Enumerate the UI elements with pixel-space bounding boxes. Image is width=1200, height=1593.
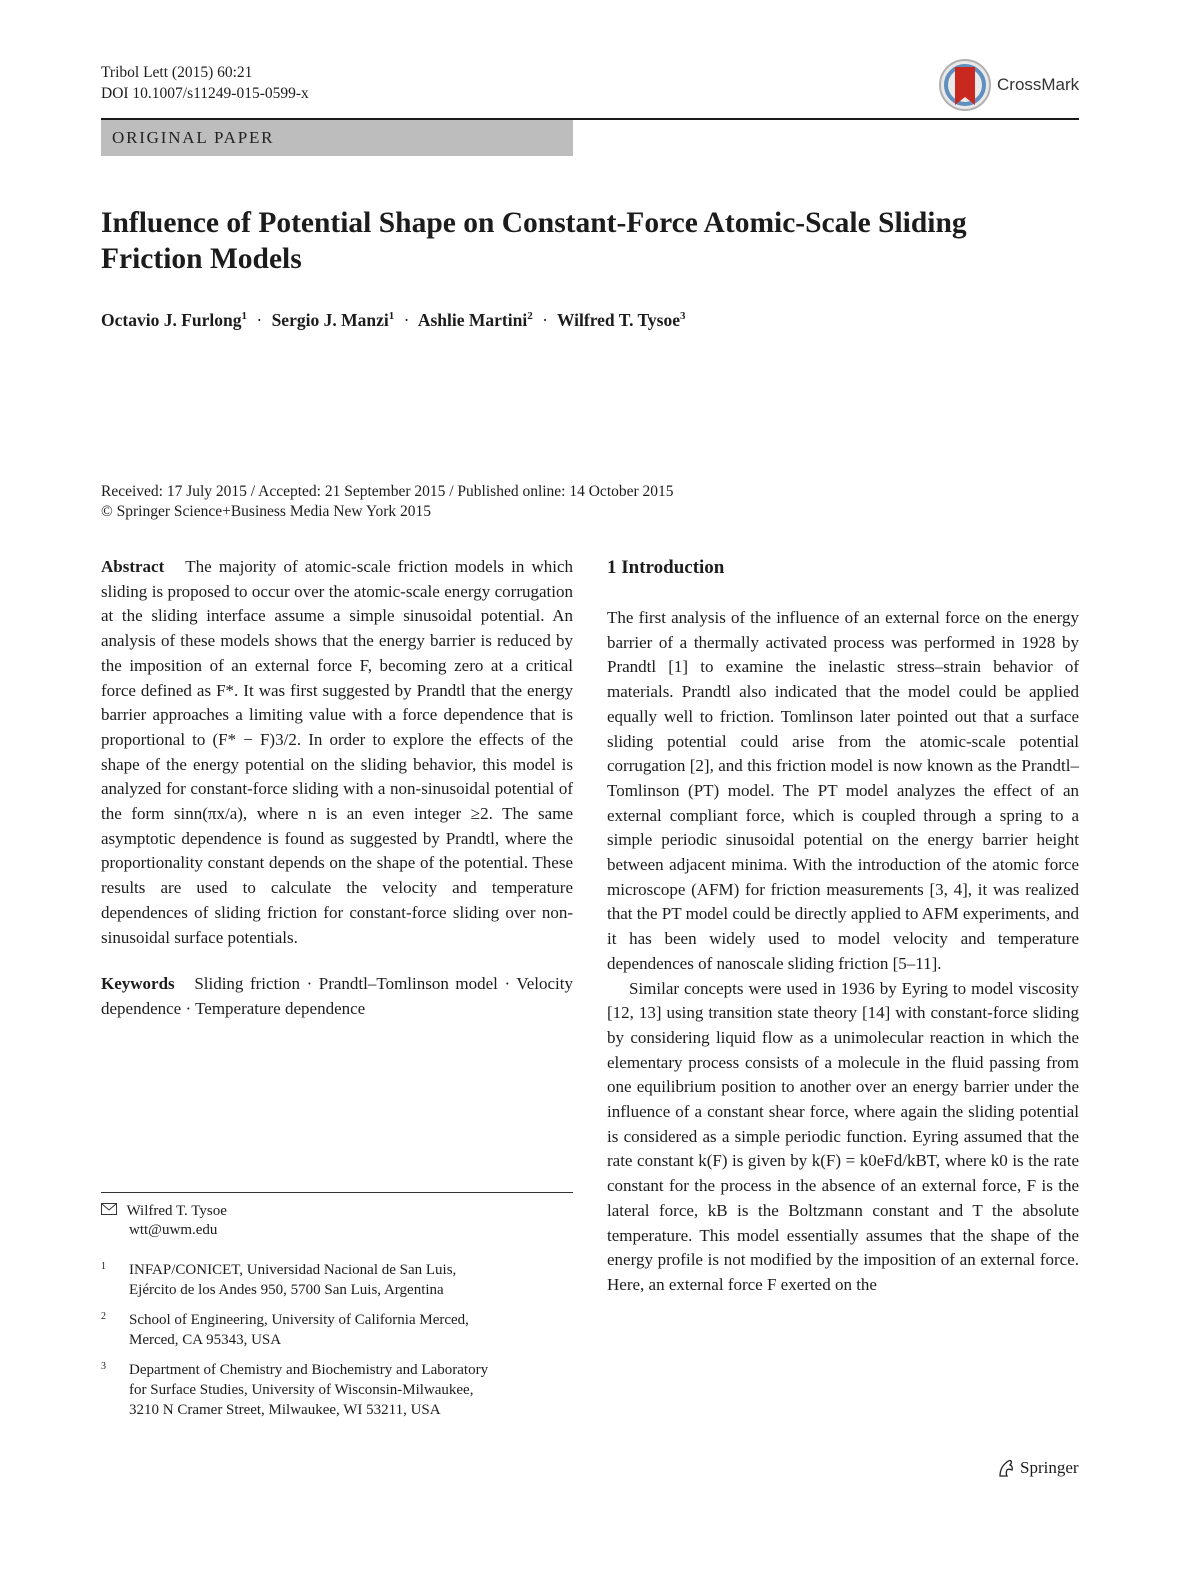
author-name[interactable]: Ashlie Martini — [417, 310, 528, 330]
author-affiliation-mark: 3 — [679, 310, 686, 323]
intro-paragraph: The first analysis of the influence of an external force on the energy barrier of a thermally activated process was performed in 1928 by Prandtl [1] to examine the inelastic stress–strain behavior of materials. Prandtl also indicated that the model could be applied equally well to friction. Tomlinson later pointed out that a surface sliding potential could arise from the atomic-scale potential corrugation [2], and this friction model is now known as the Prandtl–Tomlinson (PT) model. The PT model analyzes the effect of an external compliant force, which is coupled through a spring to a simple periodic sinusoidal potential on the energy barrier height between adjacent minima. With the introduction of the atomic force microscope (AFM) for friction measurements [3, 4], it was realized that the PT model could be directly applied to AFM experiments, and it has been widely used to model velocity and temperature dependences of nanoscale sliding friction [5–11]. — [607, 608, 1079, 973]
affiliation-line: INFAP/CONICET, Universidad Nacional de San Luis, — [129, 1262, 457, 1278]
author-name[interactable]: Sergio J. Manzi — [271, 310, 389, 330]
author-separator: · — [403, 310, 410, 330]
journal-reference — [101, 62, 309, 104]
affiliation-number: 3 — [101, 1361, 106, 1372]
abstract — [101, 555, 573, 950]
intro-paragraph: Similar concepts were used in 1936 by Eyring to model viscosity [12, 13] using transition state theory [14] with constant-force sliding by considering liquid flow as a unimolecular reaction in which the elementary process consists of a molecule in the fluid passing from one equilibrium position to another over an energy barrier under the influence of a constant shear force, where again the sliding potential is considered as a simple periodic function. Eyring assumed that the rate constant k(F) is given by k(F) = k0eFd/kBT, where k0 is the rate constant for the process in the absence of an external force, F is the lateral force, kB is the Boltzmann constant and T the absolute temperature. This model essentially assumes that the shape of the energy profile is not modified by the imposition of an external force. Here, an external force F exerted on the — [607, 978, 1079, 1294]
abstract-text: The majority of atomic-scale friction models in which sliding is proposed to occur over the atomic-scale energy corrugation at the sliding interface assume a simple sinusoidal potential. An analysis of these models shows that the energy barrier is reduced by the imposition of an external force F, becoming zero at a critical force defined as F*. It was first suggested by Prandtl that the energy barrier approaches a limiting value with a force dependence that is proportional to (F* − F)3/2. In order to explore the effects of the shape of the energy potential on the sliding behavior, this model is analyzed for constant-force sliding with a non-sinusoidal potential of the form sinn(πx/a), where n is an even integer ≥2. The same asymptotic dependence is found as suggested by Prandtl, where the proportionality constant depends on the shape of the potential. These results are used to calculate the velocity and temperature dependences of sliding friction for constant-force sliding over non-sinusoidal surface potentials. — [101, 557, 574, 947]
keywords-text: Sliding friction · Prandtl–Tomlinson model · Velocity dependence · Temperature dependence — [101, 974, 573, 1018]
section-heading: 1 Introduction — [607, 557, 725, 578]
keywords — [101, 972, 573, 1021]
affiliation — [101, 1360, 573, 1420]
crossmark-label: CrossMark — [997, 75, 1080, 94]
affiliation-line: School of Engineering, University of California Merced, — [129, 1312, 469, 1328]
publisher-name: Springer — [1020, 1458, 1079, 1477]
affiliation — [101, 1310, 573, 1350]
abstract-label: Abstract — [101, 557, 165, 576]
copyright-line: © Springer Science+Business Media New York 2015 — [101, 503, 432, 520]
envelope-icon — [101, 1202, 123, 1221]
affiliation-line: Merced, CA 95343, USA — [129, 1332, 282, 1348]
paper-type-band: ORIGINAL PAPER — [101, 120, 573, 156]
affiliation-line: for Surface Studies, University of Wisconsin-Milwaukee, — [129, 1382, 474, 1398]
corresponding-author — [101, 1202, 227, 1240]
author-affiliation-mark: 1 — [388, 310, 395, 323]
author-name[interactable]: Wilfred T. Tysoe — [556, 310, 680, 330]
corresponding-author-email[interactable]: wtt@uwm.edu — [129, 1222, 218, 1238]
author-affiliation-mark: 1 — [241, 310, 247, 323]
keywords-label: Keywords — [101, 974, 175, 994]
affiliation-number: 1 — [101, 1261, 106, 1272]
author-name[interactable]: Octavio J. Furlong — [101, 310, 242, 330]
doi-link[interactable]: DOI 10.1007/s11249-015-0599-x — [101, 85, 309, 102]
journal-citation: Tribol Lett (2015) 60:21 — [101, 64, 253, 81]
footnote-divider — [101, 1192, 573, 1193]
author-separator: · — [256, 310, 263, 330]
author-list — [101, 310, 685, 331]
affiliation-line: 3210 N Cramer Street, Milwaukee, WI 53211, USA — [129, 1402, 441, 1418]
affiliation — [101, 1260, 573, 1300]
affiliation-line: Department of Chemistry and Biochemistry and Laboratory — [129, 1362, 489, 1378]
author-affiliation-mark: 2 — [527, 310, 533, 323]
paper-title: Influence of Potential Shape on Constant-Force Atomic-Scale Sliding Friction Models — [101, 207, 967, 275]
affiliation-line: Ejército de los Andes 950, 5700 San Luis, Argentina — [129, 1282, 444, 1298]
springer-horse-icon — [996, 1458, 1016, 1478]
received-accepted-line: Received: 17 July 2015 / Accepted: 21 September 2015 / Published online: 14 October 2015 — [101, 483, 674, 500]
crossmark-icon — [938, 58, 992, 112]
publication-dates — [101, 482, 674, 522]
affiliation-number: 2 — [101, 1311, 106, 1322]
left-column — [101, 555, 573, 1022]
right-column — [607, 555, 1079, 1298]
publisher-logo — [996, 1458, 1079, 1478]
crossmark-badge[interactable] — [938, 58, 1079, 112]
author-separator: · — [542, 310, 548, 330]
corresponding-author-name: Wilfred T. Tysoe — [126, 1203, 227, 1219]
